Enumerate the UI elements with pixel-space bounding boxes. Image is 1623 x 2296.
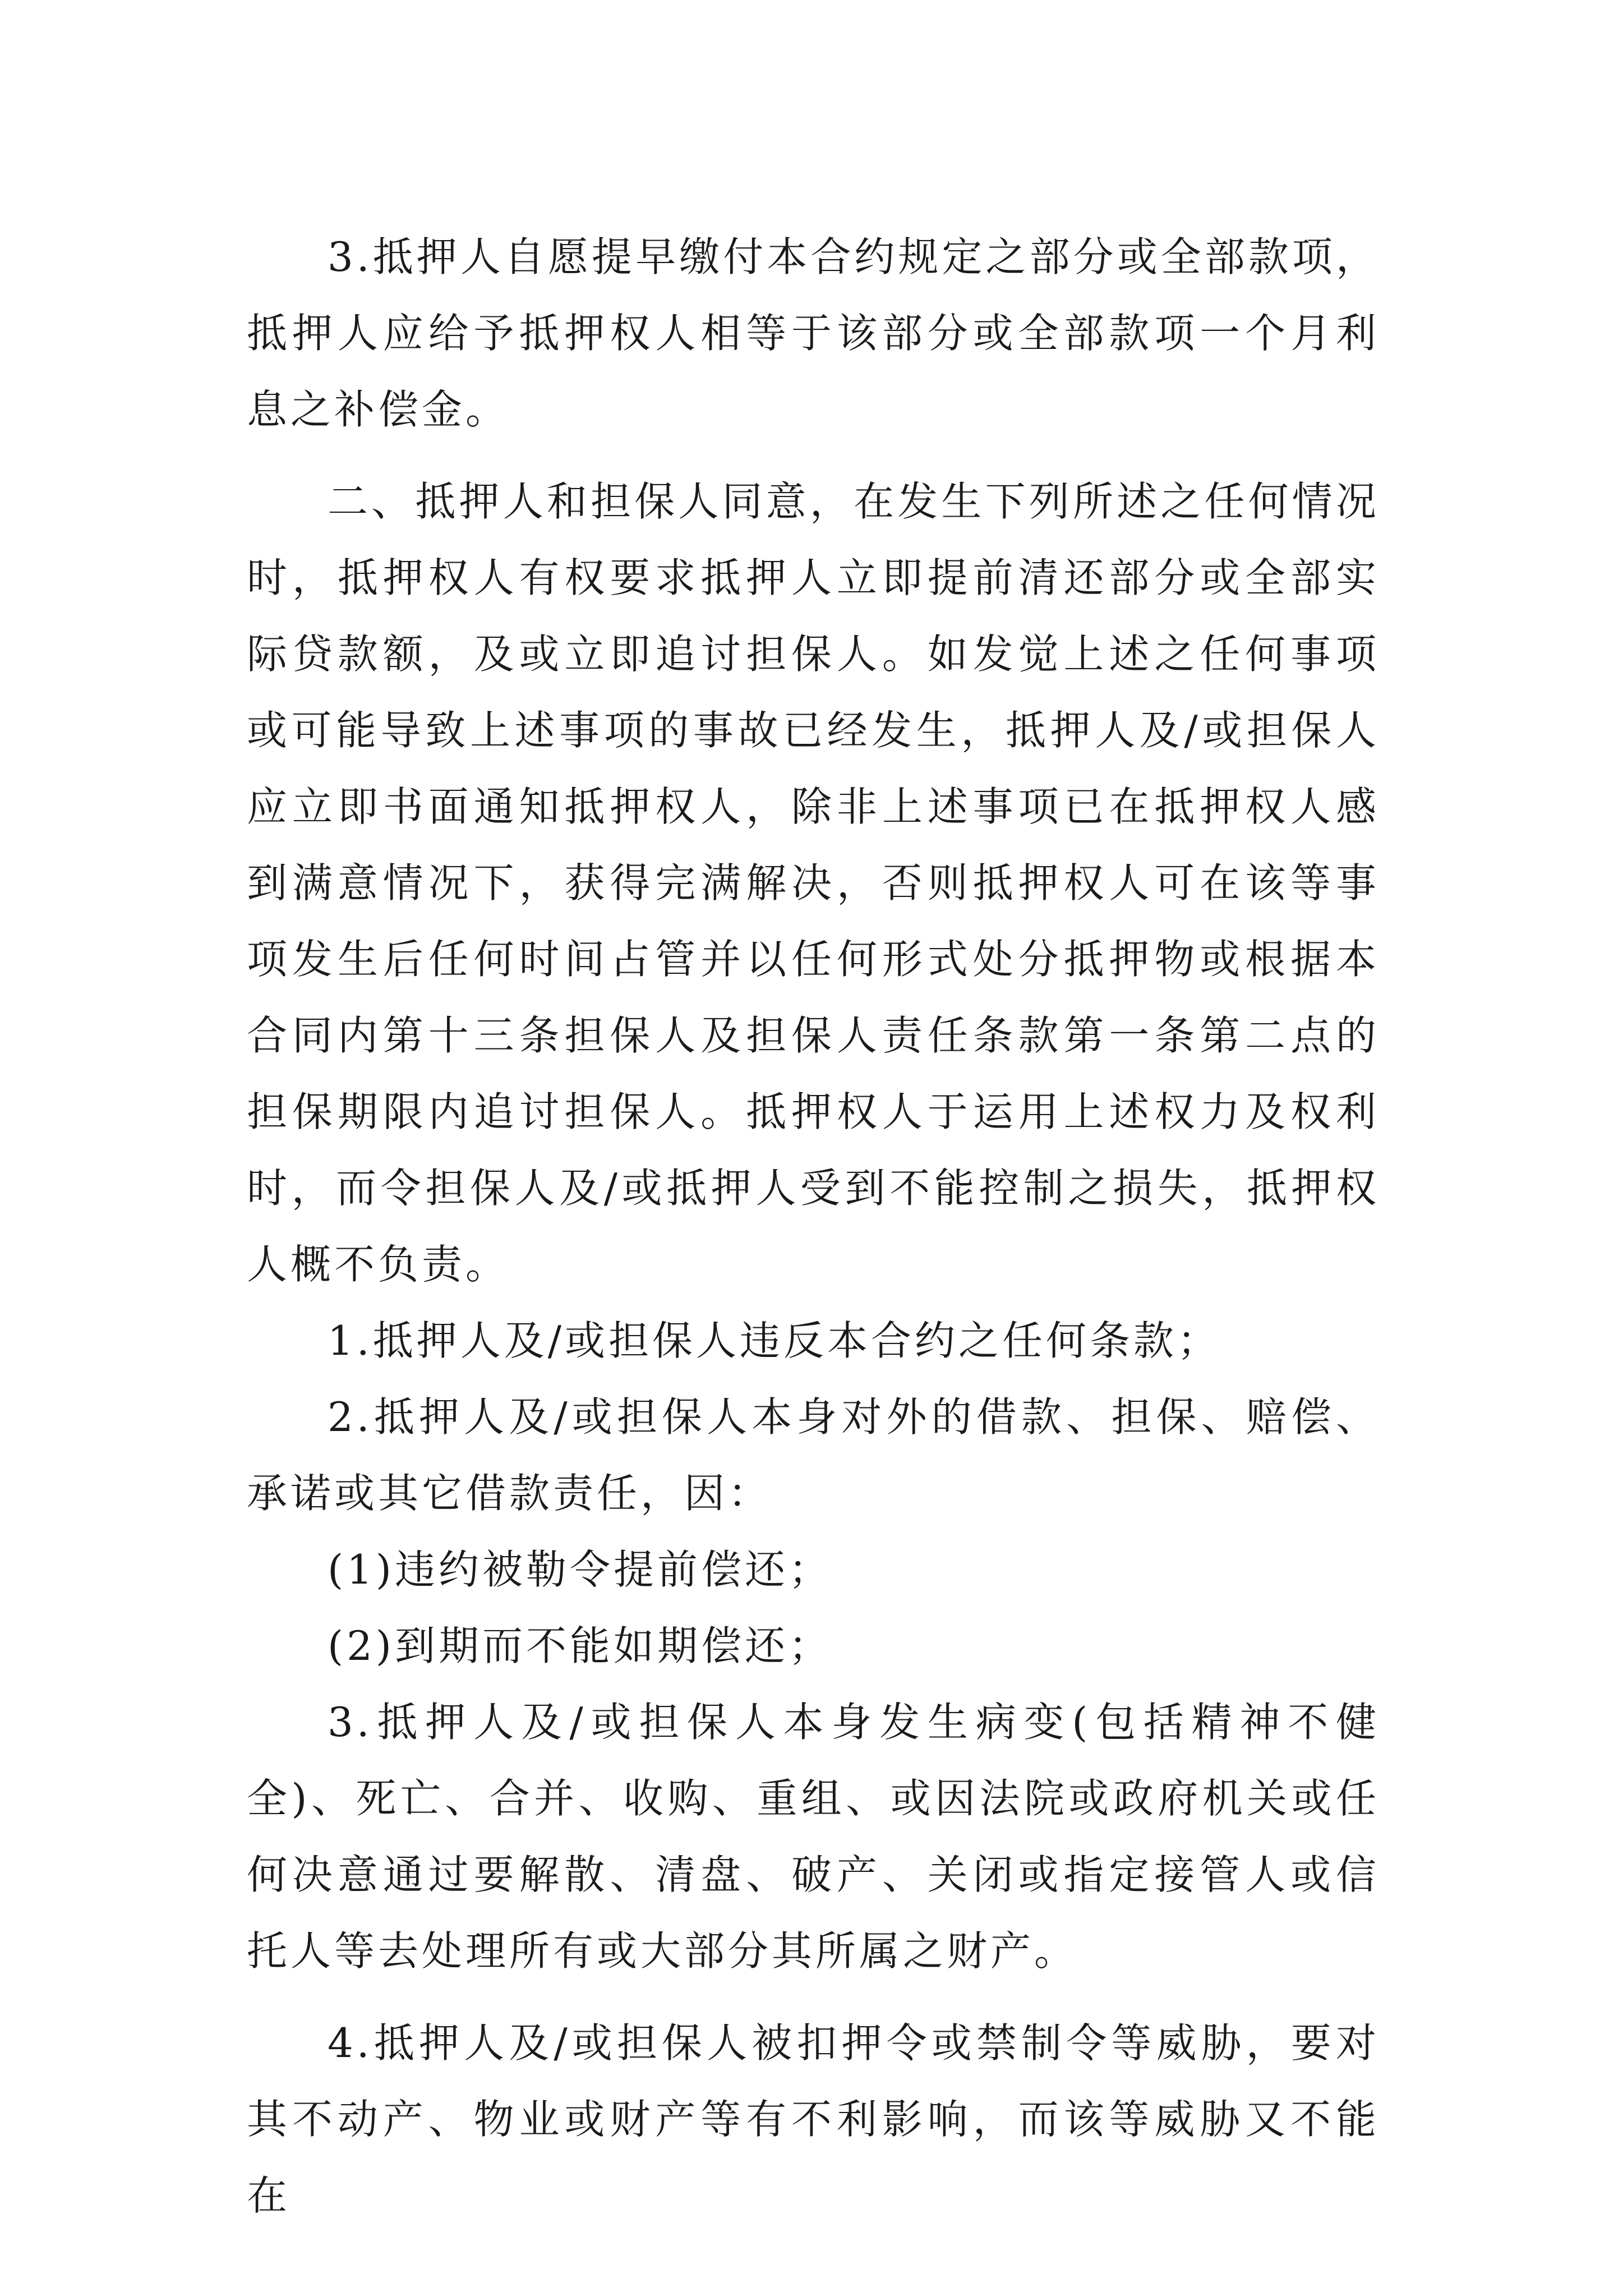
- paragraph-subitem-2: (2)到期而不能如期偿还；: [328, 1622, 832, 1669]
- paragraph-item-2: 2.抵押人及/或担保人本身对外的借款、担保、赔偿、承诺或其它借款责任，因：: [247, 1393, 1380, 1517]
- paragraph-item-4: 4.抵押人及/或担保人被扣押令或禁制令等威胁，要对其不动产、物业或财产等有不利影响，而该等威胁又不能在: [247, 2019, 1380, 2219]
- document-body: [247, 219, 1380, 2234]
- paragraph-section-two: 二、抵押人和担保人同意，在发生下列所述之任何情况时，抵押权人有权要求抵押人立即提前清还部分或全部实际贷款额，及或立即追讨担保人。如发觉上述之任何事项或可能导致上述事项的事故已经发生，抵押人及/或担保人应立即书面通知抵押权人，除非上述事项已在抵押权人感到满意情况下，获得完满解决，否则抵押权人可在该等事项发生后任何时间占管并以任何形式处分抵押物或根据本合同内第十三条担保人及担保人责任条款第一条第二点的担保期限内追讨担保人。抵押权人于运用上述权力及权利时，而令担保人及/或抵押人受到不能控制之损失，抵押权人概不负责。: [247, 478, 1380, 1288]
- paragraph-subitem-1: (1)违约被勒令提前偿还；: [328, 1546, 832, 1593]
- paragraph-early-payment: 3.抵押人自愿提早缴付本合约规定之部分或全部款项，抵押人应给予抵押权人相等于该部分或全部款项一个月利息之补偿金。: [247, 233, 1380, 433]
- paragraph-item-1: 1.抵押人及/或担保人违反本合约之任何条款；: [328, 1317, 1221, 1364]
- paragraph-item-3: 3.抵押人及/或担保人本身发生病变(包括精神不健全)、死亡、合并、收购、重组、或因法院或政府机关或任何决意通过要解散、清盘、破产、关闭或指定接管人或信托人等去处理所有或大部分其所属之财产。: [247, 1699, 1380, 1975]
